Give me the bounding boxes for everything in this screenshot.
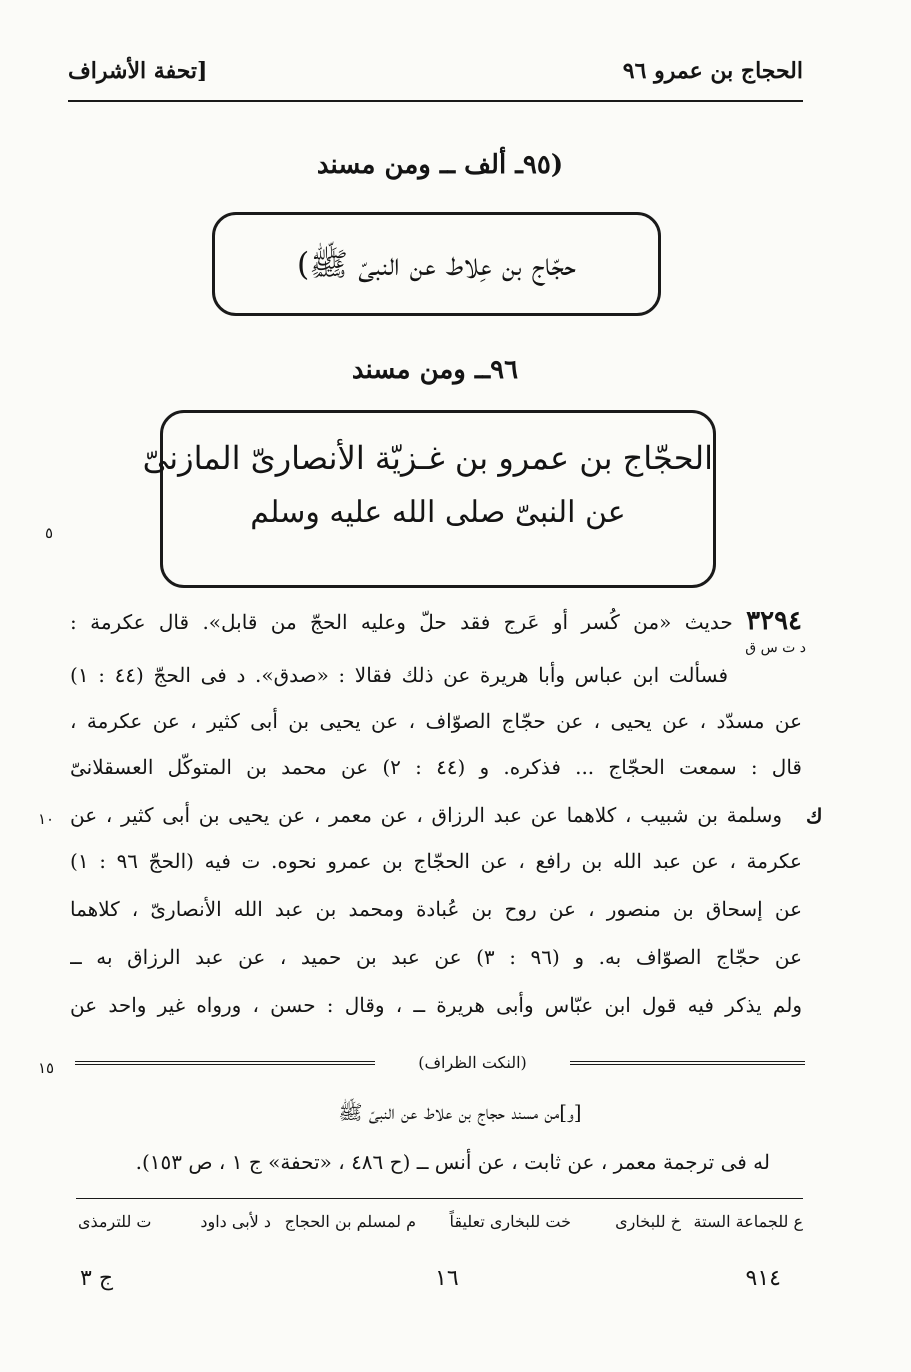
nukat-line-2: له فى ترجمة معمر ، عن ثابت ، عن أنس ــ (ح ٤٨٦ ، «تحفة» ج ١ ، ص ١٥٣). — [135, 1150, 770, 1174]
section-96-box-line1: الحجّاج بن عمرو بن غـزيّة الأنصارىّ المازنىّ — [142, 439, 713, 477]
hadith-line-1 — [70, 606, 802, 636]
page-number: ٩١٤ — [745, 1266, 781, 1291]
abbr-jamaa: ع للجماعة الستة — [693, 1212, 803, 1231]
abbr-abu-dawud: د لأبى داود — [200, 1212, 271, 1231]
signature-number: ١٦ — [435, 1266, 459, 1291]
nukat-divider — [75, 1055, 805, 1077]
section-95-box — [212, 212, 661, 316]
hadith-number: ٣٢٩٤ — [746, 606, 802, 636]
margin-line-15: ١٥ — [38, 1059, 55, 1077]
hadith-line-8: عن حجّاج الصوّاف به. و (٩٦ : ٣) عن عبد بن حميد ، عن عبد الرزاق به ــ — [70, 945, 802, 969]
section-96-box — [142, 410, 716, 588]
hadith-line-3: عن مسدّد ، عن يحيى ، عن حجّاج الصوّاف ، عن يحيى بن أبى كثير ، عن عكرمة ، — [70, 709, 802, 733]
running-header-book: [تحفة الأشراف — [68, 58, 208, 84]
nukat-line-1: [و]من مسند حجاج بن علاط عن النبىّ ﷺ — [338, 1100, 582, 1124]
running-header-title: الحجاج بن عمرو ٩٦ — [622, 58, 803, 84]
hadith-line-2: فسألت ابن عباس وأبا هريرة عن ذلك فقالا : «صدق». د فى الحجّ (٤٤ : ١) — [70, 663, 728, 687]
hadith-sigla: د ت س ق — [745, 640, 806, 656]
header-rule — [68, 100, 803, 102]
margin-line-10: ١٠ — [38, 810, 55, 828]
section-95-heading: (٩٥ـ ألف ــ ومن مسند — [316, 150, 564, 180]
hadith-line-6: عكرمة ، عن عبد الله بن رافع ، عن الحجّاج بن عمرو نحوه. ت فيه (الحجّ ٩٦ : ١) — [70, 849, 802, 873]
hadith-line-7: عن إسحاق بن منصور ، عن روح بن عُبادة ومحمد بن عبد الله الأنصارىّ ، كلاهما — [70, 897, 802, 921]
nukat-divider-rule-right — [570, 1061, 805, 1065]
hadith-line-5: وسلمة بن شبيب ، كلاهما عن عبد الرزاق ، عن معمر ، عن يحيى بن أبى كثير ، عن — [70, 803, 782, 827]
margin-mark-k: ك — [806, 804, 823, 828]
volume-mark: ج ٣ — [80, 1266, 114, 1291]
hadith-line-text: حديث «من كُسر أو عَرج فقد حلّ وعليه الحجّ من قابل». قال عكرمة : — [70, 610, 733, 634]
nukat-label: (النكت الظراف) — [380, 1053, 565, 1072]
abbr-tirmidhi: ت للترمذى — [78, 1212, 152, 1231]
margin-line-5: ٥ — [45, 524, 54, 542]
section-96-box-line2: عن النبىّ صلى الله عليه وسلم — [250, 495, 626, 530]
abbr-bukhari-taliq: خت للبخارى تعليقاً — [449, 1212, 571, 1231]
section-96-heading: ٩٦ــ ومن مسند — [351, 355, 519, 385]
section-95-box-text: حجّاج بن عِلاط عن النبىّ ﷺ) — [296, 245, 577, 283]
footnote-rule — [76, 1198, 803, 1199]
nukat-divider-rule-left — [75, 1061, 375, 1065]
abbr-muslim: م لمسلم بن الحجاج — [284, 1212, 416, 1231]
hadith-line-9: ولم يذكر فيه قول ابن عبّاس وأبى هريرة ــ ، وقال : حسن ، ورواه غير واحد عن — [70, 993, 802, 1017]
abbr-bukhari: خ للبخارى — [615, 1212, 681, 1231]
hadith-line-4: قال : سمعت الحجّاج ... فذكره. و (٤٤ : ٢) عن محمد بن المتوكّل العسقلانىّ — [70, 755, 802, 779]
